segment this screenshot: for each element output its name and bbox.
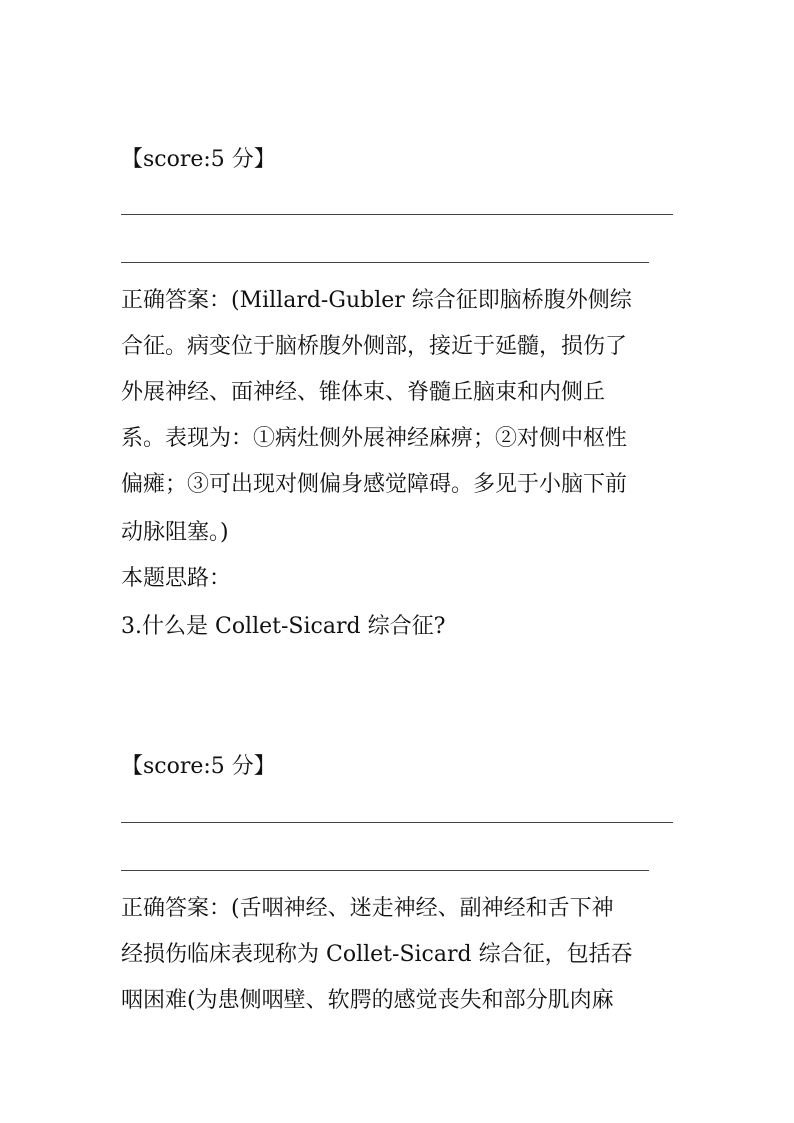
- answer-line: 正确答案：(舌咽神经、迷走神经、副神经和舌下神: [121, 896, 614, 921]
- answer-line: 系。表现为：①病灶侧外展神经麻痹；②对侧中枢性: [121, 426, 628, 451]
- score-label-q3: 【score:5 分】: [121, 754, 276, 779]
- answer-blank-line: [121, 870, 649, 871]
- answer-blank-line: [121, 822, 673, 823]
- answer-blank-line: [121, 214, 673, 215]
- answer-blank-line: [121, 262, 649, 263]
- score-label-q2: 【score:5 分】: [121, 147, 276, 172]
- answer-line: 正确答案：(Millard-Gubler 综合征即脑桥腹外侧综: [121, 288, 632, 313]
- answer-line: 偏瘫；③可出现对侧偏身感觉障碍。多见于小脑下前: [121, 472, 628, 497]
- answer-line: 动脉阻塞。): [121, 520, 229, 545]
- answer-line: 外展神经、面神经、锥体束、脊髓丘脑束和内侧丘: [121, 380, 606, 405]
- question-text-q3: 3.什么是 Collet-Sicard 综合征?: [121, 614, 446, 639]
- answer-line: 咽困难(为患侧咽壁、软腭的感觉丧失和部分肌肉麻: [121, 988, 614, 1013]
- answer-line: 经损伤临床表现称为 Collet-Sicard 综合征，包括吞: [121, 942, 633, 967]
- approach-label: 本题思路：: [121, 566, 232, 591]
- answer-line: 合征。病变位于脑桥腹外侧部，接近于延髓，损伤了: [121, 334, 628, 359]
